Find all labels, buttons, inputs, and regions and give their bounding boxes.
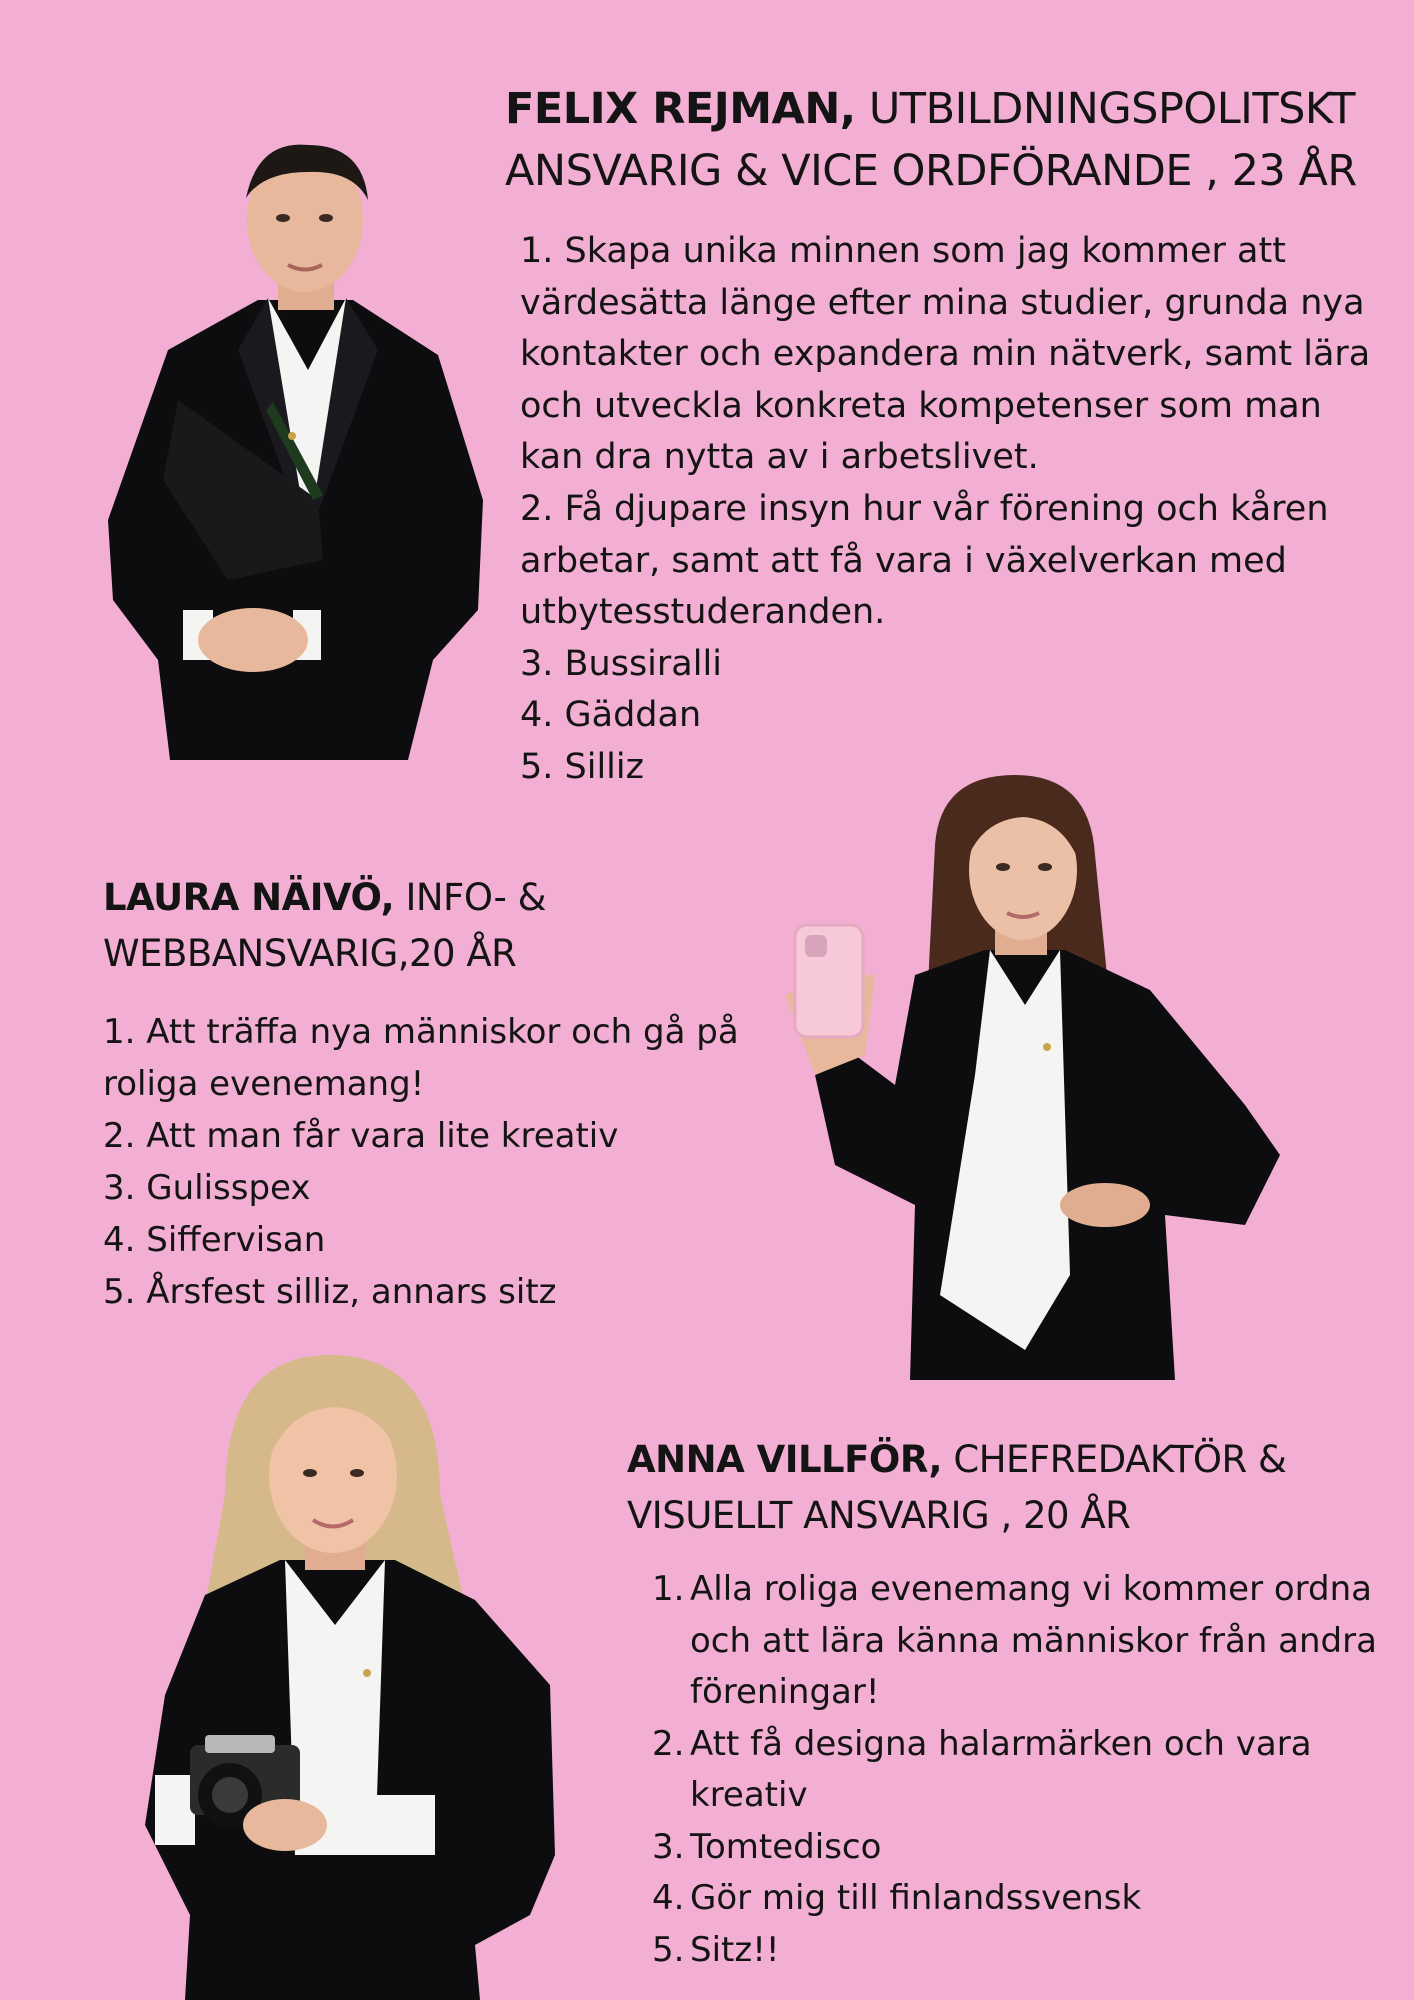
laura-heading [103,870,783,982]
anna-heading [627,1432,1387,1544]
anna-answer-1 [652,1564,1387,1719]
laura-section [103,870,783,1318]
anna-answer-2 [652,1719,1387,1822]
felix-answer-3: 3. Bussiralli [520,643,722,684]
anna-answer-3-text: Tomtedisco [690,1826,882,1867]
anna-answers [652,1564,1387,1976]
anna-answer-2-text: Att få designa halarmärken och vara kreativ [690,1723,1312,1815]
pin-icon [288,432,296,440]
laura-role: INFO- & WEBBANSVARIG,20 ÅR [103,876,546,975]
laura-answer-3: 3. Gulisspex [103,1168,311,1208]
felix-photo [108,140,488,760]
anna-answer-5-text: Sitz!! [690,1929,780,1970]
phone-icon [795,925,863,1037]
felix-name: FELIX REJMAN, [505,84,856,134]
anna-role: CHEFREDAKTÖR & VISUELLT ANSVARIG , 20 ÅR [627,1438,1287,1537]
anna-answer-3-num: 3. [652,1826,685,1867]
anna-answer-4-text: Gör mig till finlandssvensk [690,1878,1142,1918]
felix-answer-1: 1. Skapa unika minnen som jag kommer att värdesätta länge efter mina studier, grunda nya kontakter och expandera min nätverk, samt lära och utveckla konkreta kompetenser som man kan dra nytta av i arbetslivet. [520,231,1371,478]
anna-photo [145,1355,565,2000]
anna-answer-1-num: 1. [652,1569,685,1609]
laura-name: LAURA NÄIVÖ, [103,876,395,919]
felix-section [505,78,1385,794]
laura-answer-2: 2. Att man får vara lite kreativ [103,1116,619,1156]
anna-answer-1-text: Alla roliga evenemang vi kommer ordna och att lära känna människor från andra föreningar! [690,1569,1377,1712]
anna-answer-4 [652,1873,1387,1925]
anna-answer-2-num: 2. [652,1723,685,1764]
anna-answer-5 [652,1925,1387,1977]
anna-answer-4-num: 4. [652,1878,685,1918]
anna-section [627,1432,1387,1976]
laura-answers [103,1006,783,1318]
anna-answer-3 [652,1822,1387,1874]
anna-name: ANNA VILLFÖR, [627,1438,943,1481]
laura-photo [775,775,1285,1380]
laura-answer-1: 1. Att träffa nya människor och gå på roliga evenemang! [103,1012,739,1104]
felix-answer-4: 4. Gäddan [520,695,702,736]
felix-answer-5: 5. Silliz [520,746,645,787]
laura-answer-4: 4. Siffervisan [103,1220,326,1260]
felix-answers [520,226,1385,794]
laura-answer-5: 5. Årsfest silliz, annars sitz [103,1272,557,1312]
felix-role: UTBILDNINGSPOLITSKT ANSVARIG & VICE ORDFÖRANDE , 23 ÅR [505,84,1357,196]
felix-answer-2: 2. Få djupare insyn hur vår förening och kåren arbetar, samt att få vara i växelverkan med utbytesstuderanden. [520,488,1329,633]
felix-heading [505,78,1385,202]
anna-answer-5-num: 5. [652,1929,685,1970]
